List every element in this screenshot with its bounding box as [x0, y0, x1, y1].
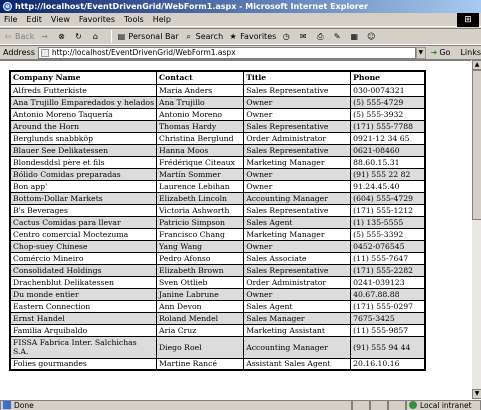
grid-header-row — [10, 71, 425, 84]
cell-contact: Diego Roel — [157, 336, 244, 358]
page-done-icon — [3, 401, 11, 409]
cell-company-name: Cactus Comidas para llevar — [10, 216, 157, 228]
table-row — [10, 108, 425, 120]
cell-title: Sales Representative — [244, 144, 351, 156]
personal-bar-button[interactable] — [116, 32, 178, 42]
cell-phone: (11) 555-7647 — [351, 252, 425, 264]
mail-button[interactable] — [298, 32, 310, 42]
cell-phone: 88.60.15.31 — [351, 156, 425, 168]
table-row — [10, 168, 425, 180]
cell-contact: Antonio Moreno — [157, 108, 244, 120]
edit-button[interactable] — [332, 32, 344, 42]
cell-company-name: Drachenblut Delikatessen — [10, 276, 157, 288]
cell-company-name: B's Beverages — [10, 204, 157, 216]
cell-title: Accounting Manager — [244, 192, 351, 204]
cell-phone: 40.67.88.88 — [351, 288, 425, 300]
cell-phone: 20.16.10.16 — [351, 358, 425, 370]
personal-bar-label: Personal Bar — [128, 32, 179, 41]
address-bar — [0, 45, 481, 60]
cell-company-name: Blondesddsl père et fils — [10, 156, 157, 168]
cell-contact: Ana Trujillo — [157, 96, 244, 108]
table-row — [10, 252, 425, 264]
cell-contact: Christina Berglund — [157, 132, 244, 144]
page-icon — [41, 49, 49, 57]
forward-button[interactable] — [39, 32, 51, 42]
edit-icon: ✎ — [333, 31, 341, 41]
table-row — [10, 144, 425, 156]
security-zone-label: Local intranet — [420, 400, 472, 410]
cell-phone: (171) 555-0297 — [351, 300, 425, 312]
cell-contact: Martine Rancé — [157, 358, 244, 370]
table-row — [10, 264, 425, 276]
table-row — [10, 204, 425, 216]
cell-contact: Martín Sommer — [157, 168, 244, 180]
cell-phone: (171) 555-1212 — [351, 204, 425, 216]
cell-title: Assistant Sales Agent — [244, 358, 351, 370]
cell-company-name: Chop-suey Chinese — [10, 240, 157, 252]
history-icon: ◷ — [282, 31, 290, 41]
table-row — [10, 312, 425, 324]
header-contact: Contact — [157, 71, 244, 84]
cell-company-name: Bottom-Dollar Markets — [10, 192, 157, 204]
print-button[interactable] — [315, 32, 327, 42]
cell-title: Sales Agent — [244, 216, 351, 228]
cell-contact: Frédérique Citeaux — [157, 156, 244, 168]
cell-phone: 0921-12 34 65 — [351, 132, 425, 144]
cell-phone: (91) 555 94 44 — [351, 336, 425, 358]
discuss-button[interactable] — [349, 32, 361, 42]
cell-company-name: Berglunds snabbköp — [10, 132, 157, 144]
cell-contact: Laurence Lebihan — [157, 180, 244, 192]
intranet-globe-icon — [409, 401, 417, 409]
cell-contact: Ann Devon — [157, 300, 244, 312]
cell-contact: Francisco Chang — [157, 228, 244, 240]
cell-phone: (1) 135-5555 — [351, 216, 425, 228]
home-icon: ⌂ — [92, 31, 98, 41]
cell-title: Owner — [244, 96, 351, 108]
cell-title: Sales Agent — [244, 300, 351, 312]
cell-contact: Elizabeth Lincoln — [157, 192, 244, 204]
status-bar — [0, 399, 481, 410]
scroll-thumb[interactable] — [472, 70, 481, 220]
cell-phone: 91.24.45.40 — [351, 180, 425, 192]
cell-phone: (5) 555-3932 — [351, 108, 425, 120]
cell-phone: (5) 555-4729 — [351, 96, 425, 108]
go-button[interactable] — [431, 48, 451, 57]
cell-company-name: Eastern Connection — [10, 300, 157, 312]
messenger-button[interactable] — [366, 32, 378, 42]
cell-phone: 0241-039123 — [351, 276, 425, 288]
cell-title: Owner — [244, 240, 351, 252]
cell-company-name: Folies gourmandes — [10, 358, 157, 370]
cell-company-name: Around the Horn — [10, 120, 157, 132]
address-dropdown-icon[interactable]: ▼ — [416, 47, 426, 59]
stop-icon: ⊗ — [58, 31, 65, 41]
cell-company-name: FISSA Fabrica Inter. Salchichas S.A. — [10, 336, 157, 358]
refresh-button[interactable] — [73, 32, 85, 42]
status-panel — [370, 400, 388, 410]
cell-title: Order Administrator — [244, 276, 351, 288]
favorites-button[interactable] — [228, 32, 276, 42]
cell-contact: Victoria Ashworth — [157, 204, 244, 216]
menu-bar — [0, 13, 481, 27]
cell-phone: 0621-08460 — [351, 144, 425, 156]
table-row — [10, 216, 425, 228]
ie-logo-icon: e — [3, 2, 12, 11]
cell-contact: Janine Labrune — [157, 288, 244, 300]
personal-bar-icon: ▤ — [117, 31, 126, 41]
cell-contact: Pedro Afonso — [157, 252, 244, 264]
cell-phone: (171) 555-7788 — [351, 120, 425, 132]
search-label: Search — [195, 32, 224, 41]
cell-contact: Maria Anders — [157, 84, 244, 96]
cell-company-name: Comércio Mineiro — [10, 252, 157, 264]
security-zone-panel — [406, 400, 481, 410]
address-label: Address — [3, 48, 35, 57]
address-url: http://localhost/EventDrivenGrid/WebForm1.aspx — [51, 48, 236, 57]
scroll-up-arrow-icon[interactable]: ▲ — [472, 60, 481, 70]
cell-contact: Thomas Hardy — [157, 120, 244, 132]
cell-company-name: Centro comercial Moctezuma — [10, 228, 157, 240]
cell-contact: Yang Wang — [157, 240, 244, 252]
table-row — [10, 336, 425, 358]
cell-phone: (91) 555 22 82 — [351, 168, 425, 180]
cell-title: Sales Representative — [244, 84, 351, 96]
header-company-name: Company Name — [10, 71, 157, 84]
cell-title: Sales Manager — [244, 312, 351, 324]
header-phone: Phone — [351, 71, 425, 84]
cell-phone: (171) 555-2282 — [351, 264, 425, 276]
cell-title: Sales Representative — [244, 204, 351, 216]
table-row — [10, 132, 425, 144]
status-panel — [352, 400, 370, 410]
window-titlebar — [0, 0, 481, 13]
page-viewport — [0, 60, 471, 399]
table-row — [10, 240, 425, 252]
search-button[interactable] — [184, 32, 223, 42]
cell-title: Order Administrator — [244, 132, 351, 144]
table-row — [10, 300, 425, 312]
cell-company-name: Bólido Comidas preparadas — [10, 168, 157, 180]
cell-contact: Hanna Moos — [157, 144, 244, 156]
table-row — [10, 324, 425, 336]
menu-help[interactable]: Help — [152, 15, 171, 24]
cell-contact: Sven Ottlieb — [157, 276, 244, 288]
table-row — [10, 120, 425, 132]
status-panel — [388, 400, 406, 410]
table-row — [10, 276, 425, 288]
grid-body — [10, 84, 425, 370]
table-row — [10, 288, 425, 300]
home-button[interactable] — [90, 32, 102, 42]
menu-edit[interactable]: Edit — [26, 15, 42, 24]
cell-phone: 0452-076545 — [351, 240, 425, 252]
menu-view[interactable]: View — [50, 15, 70, 24]
table-row — [10, 228, 425, 240]
table-row — [10, 96, 425, 108]
messenger-icon: ☺ — [367, 31, 376, 41]
print-icon: ⎙ — [317, 31, 324, 41]
windows-logo-icon: ⊞ — [457, 13, 479, 27]
table-row — [10, 358, 425, 370]
cell-contact: Elizabeth Brown — [157, 264, 244, 276]
customer-grid — [9, 70, 426, 371]
cell-title: Marketing Assistant — [244, 324, 351, 336]
cell-title: Sales Representative — [244, 264, 351, 276]
search-icon: ⌕ — [186, 31, 191, 41]
cell-title: Accounting Manager — [244, 336, 351, 358]
links-button[interactable]: Links — [460, 48, 481, 57]
cell-company-name: Ana Trujillo Emparedados y helados — [10, 96, 157, 108]
header-title: Title — [244, 71, 351, 84]
cell-phone: 7675-3425 — [351, 312, 425, 324]
stop-button[interactable] — [56, 32, 68, 42]
menu-favorites[interactable]: Favorites — [78, 15, 116, 24]
history-button[interactable] — [281, 32, 293, 42]
address-input[interactable] — [38, 47, 416, 59]
toolbar — [0, 28, 481, 45]
discuss-icon: ▦ — [350, 31, 359, 41]
cell-company-name: Ernst Handel — [10, 312, 157, 324]
cell-title: Owner — [244, 108, 351, 120]
table-row — [10, 192, 425, 204]
cell-company-name: Antonio Moreno Taquería — [10, 108, 157, 120]
favorites-label: Favorites — [240, 32, 277, 41]
back-arrow-icon: ⇦ — [4, 31, 12, 41]
status-text: Done — [14, 400, 34, 410]
refresh-icon: ↻ — [75, 31, 82, 41]
cell-title: Marketing Manager — [244, 228, 351, 240]
cell-company-name: Familia Arquibaldo — [10, 324, 157, 336]
toolbar-separator — [111, 30, 112, 43]
back-label: Back — [15, 32, 35, 41]
cell-company-name: Bon app' — [10, 180, 157, 192]
cell-phone: (11) 555-9857 — [351, 324, 425, 336]
scroll-down-arrow-icon[interactable]: ▼ — [472, 389, 481, 399]
back-button[interactable] — [3, 32, 34, 42]
cell-company-name: Consolidated Holdings — [10, 264, 157, 276]
cell-title: Owner — [244, 288, 351, 300]
cell-title: Sales Representative — [244, 120, 351, 132]
table-row — [10, 180, 425, 192]
cell-title: Owner — [244, 168, 351, 180]
status-text-panel — [0, 400, 352, 410]
forward-arrow-icon: → — [41, 31, 48, 41]
go-label: Go — [439, 48, 451, 57]
cell-company-name: Alfreds Futterkiste — [10, 84, 157, 96]
favorites-icon: ★ — [229, 31, 237, 41]
table-row — [10, 156, 425, 168]
cell-contact: Roland Mendel — [157, 312, 244, 324]
table-row — [10, 84, 425, 96]
go-arrow-icon: ➜ — [430, 48, 438, 57]
cell-contact: Aria Cruz — [157, 324, 244, 336]
cell-phone: (604) 555-4729 — [351, 192, 425, 204]
menu-file[interactable]: File — [4, 15, 18, 24]
cell-title: Sales Associate — [244, 252, 351, 264]
cell-title: Owner — [244, 180, 351, 192]
vertical-scrollbar[interactable] — [471, 60, 481, 399]
cell-phone: (5) 555-3392 — [351, 228, 425, 240]
cell-contact: Patricio Simpson — [157, 216, 244, 228]
cell-company-name: Blauer See Delikatessen — [10, 144, 157, 156]
window-title: http://localhost/EventDrivenGrid/WebForm1.aspx - Microsoft Internet Explorer — [15, 2, 369, 11]
cell-title: Marketing Manager — [244, 156, 351, 168]
cell-phone: 030-0074321 — [351, 84, 425, 96]
mail-icon: ✉ — [299, 31, 307, 41]
menu-tools[interactable]: Tools — [124, 15, 144, 24]
cell-company-name: Du monde entier — [10, 288, 157, 300]
